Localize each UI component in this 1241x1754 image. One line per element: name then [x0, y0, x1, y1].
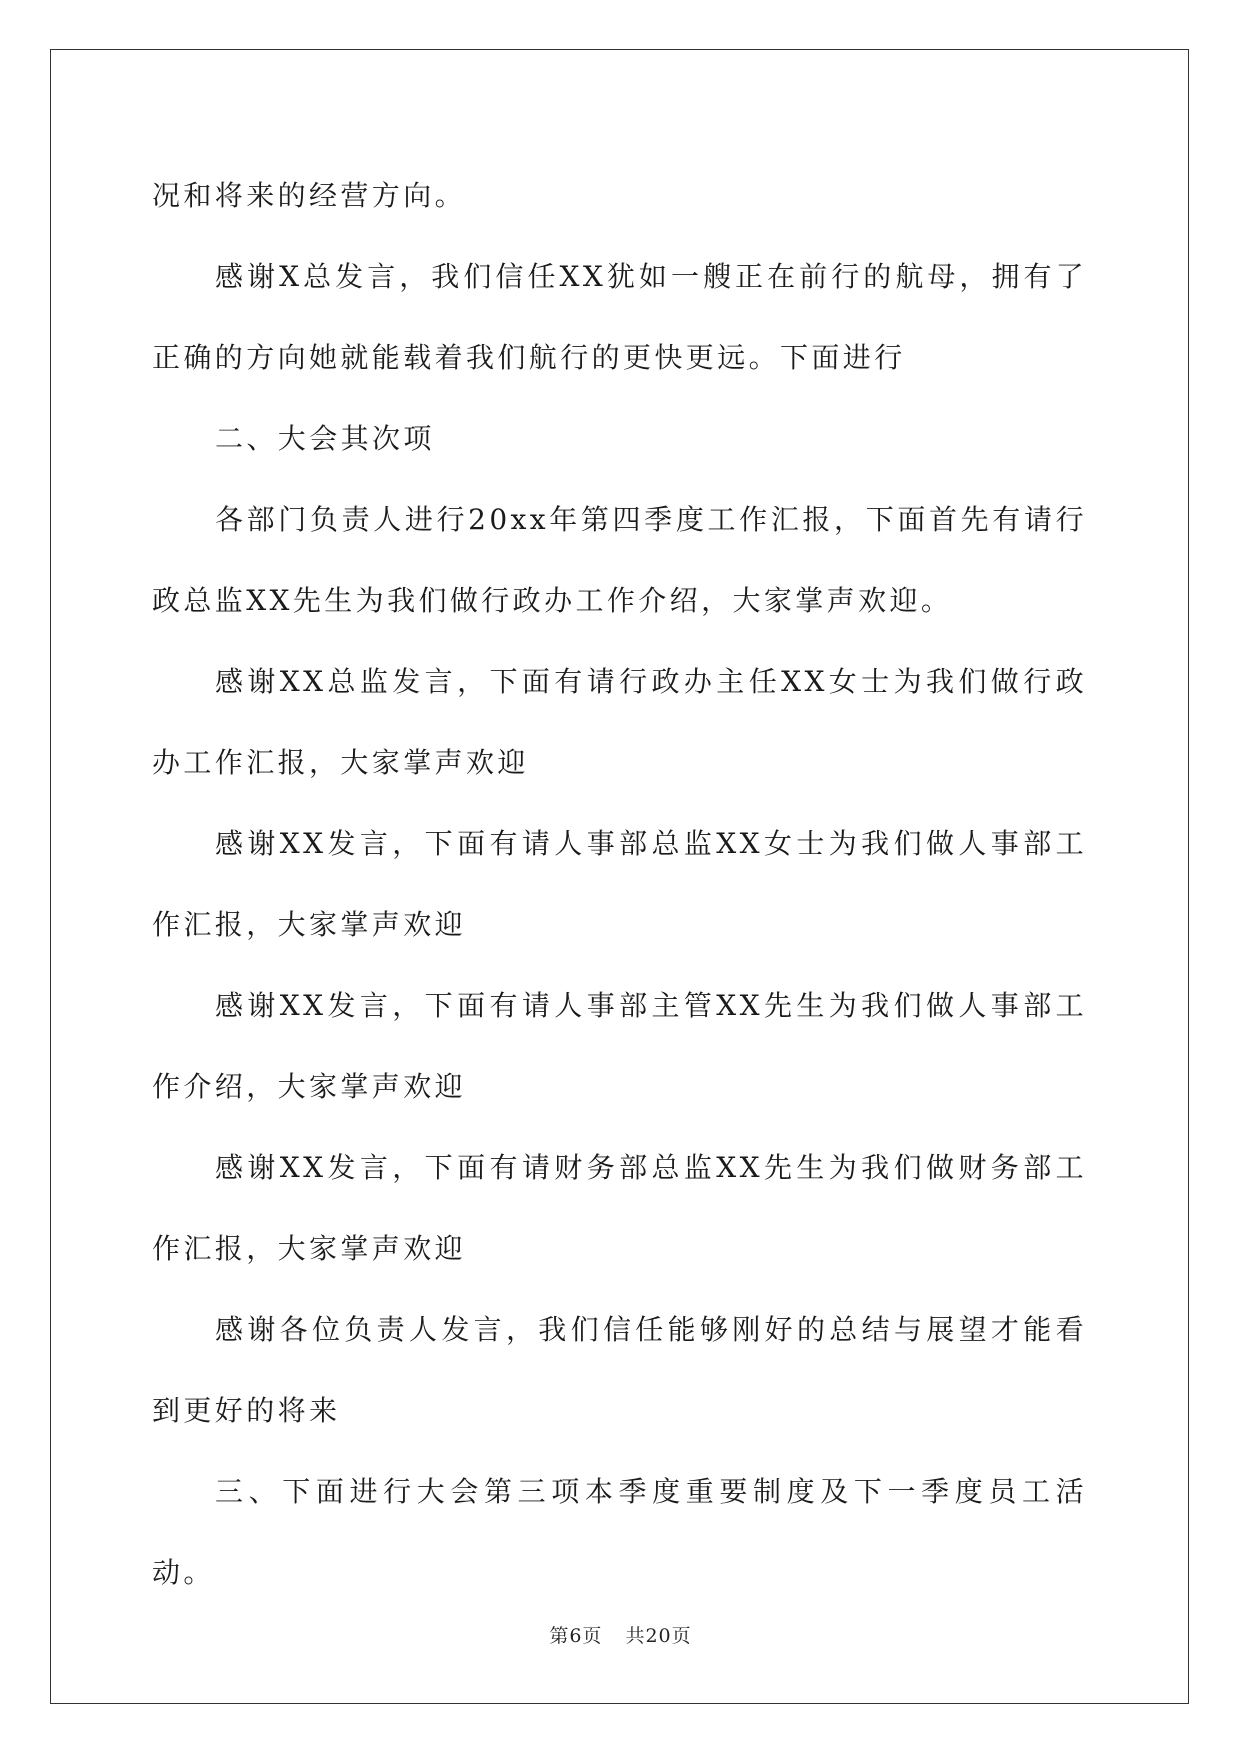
- paragraph: 各部门负责人进行20xx年第四季度工作汇报，下面首先有请行政总监XX先生为我们做行政办工作介绍，大家掌声欢迎。: [152, 503, 1087, 617]
- paragraph: 感谢XX发言，下面有请财务部总监XX先生为我们做财务部工作汇报，大家掌声欢迎: [152, 1151, 1087, 1265]
- paragraph: 况和将来的经营方向。: [152, 179, 467, 212]
- paragraph: 感谢各位负责人发言，我们信任能够刚好的总结与展望才能看到更好的将来: [152, 1313, 1087, 1427]
- document-body: [152, 155, 1087, 1613]
- section-heading: 二、大会其次项: [215, 422, 435, 455]
- current-page-number: 第6页: [549, 1625, 603, 1647]
- paragraph: 感谢XX总监发言，下面有请行政办主任XX女士为我们做行政办工作汇报，大家掌声欢迎: [152, 665, 1087, 779]
- section-heading: 三、下面进行大会第三项本季度重要制度及下一季度员工活动。: [152, 1475, 1087, 1589]
- total-pages: 共20页: [625, 1625, 692, 1647]
- paragraph: 感谢X总发言，我们信任XX犹如一艘正在前行的航母，拥有了正确的方向她就能载着我们航行的更快更远。下面进行: [152, 260, 1087, 374]
- paragraph: 感谢XX发言，下面有请人事部总监XX女士为我们做人事部工作汇报，大家掌声欢迎: [152, 827, 1087, 941]
- paragraph: 感谢XX发言，下面有请人事部主管XX先生为我们做人事部工作介绍，大家掌声欢迎: [152, 989, 1087, 1103]
- page-footer: [0, 1621, 1241, 1648]
